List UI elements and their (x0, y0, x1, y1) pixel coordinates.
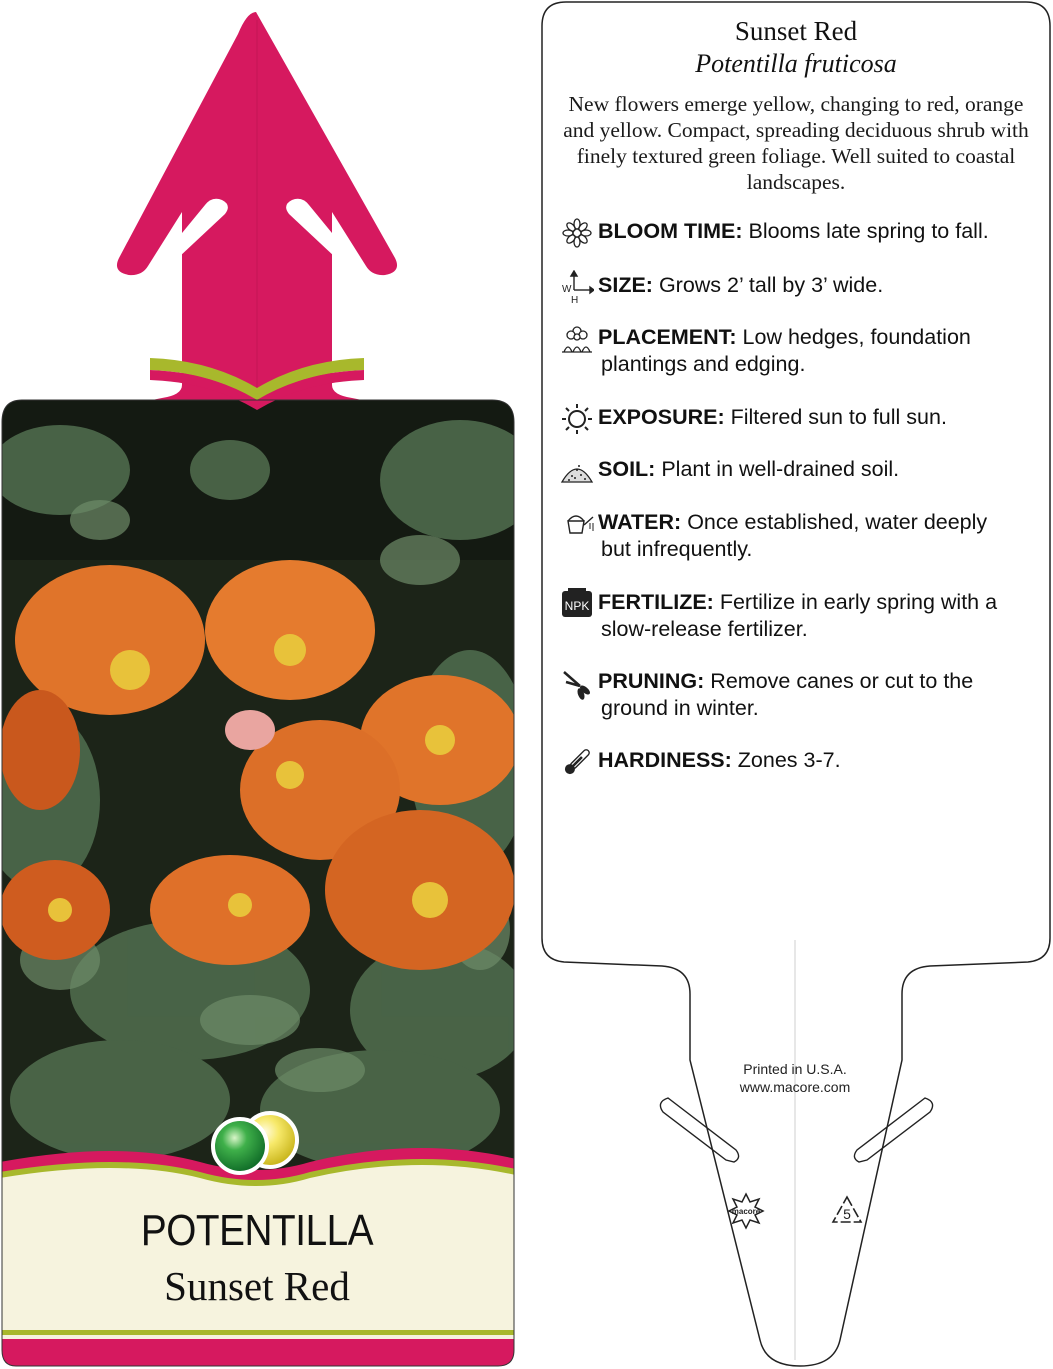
printer-info (700, 1060, 890, 1096)
attribute-text: Once established, water deeply (687, 510, 988, 534)
svg-text:W: W (562, 284, 572, 295)
placement-plants-icon (560, 322, 594, 356)
attribute-label: EXPOSURE: (598, 405, 725, 429)
attribute-text: Fertilize in early spring with a (719, 590, 998, 614)
attribute-row (598, 456, 1038, 483)
pruning-shears-icon (560, 666, 594, 700)
attribute-text: Remove canes or cut to the (710, 669, 974, 693)
attribute-text-continued: slow-release fertilizer. (601, 617, 808, 641)
attribute-label: PRUNING: (598, 669, 705, 693)
svg-text:5: 5 (843, 1206, 851, 1222)
attribute-label: HARDINESS: (598, 748, 732, 772)
description: New flowers emerge yellow, changing to red, orange and yellow. Compact, spreading deciduous shrub with finely textured green foliage. Well suited to coastal landscapes. (563, 92, 1029, 194)
attribute-text: Grows 2’ tall by 3’ wide. (658, 273, 884, 297)
recycle-symbol-icon (830, 1194, 864, 1226)
attribute-row (598, 747, 1038, 774)
attribute-label: SOIL: (598, 457, 656, 481)
attribute-label: PLACEMENT: (598, 325, 737, 349)
attribute-row (598, 589, 1038, 643)
svg-text:macore: macore (731, 1207, 761, 1216)
cultivar-name: Sunset Red (164, 1263, 350, 1309)
attribute-row (598, 218, 1038, 245)
svg-text:H: H (571, 295, 579, 304)
watering-can-icon (560, 507, 594, 541)
attribute-text: Zones 3-7. (737, 748, 841, 772)
attribute-row (598, 509, 1038, 563)
printer-url: www.macore.com (739, 1079, 851, 1095)
size-arrows-icon (560, 270, 594, 304)
attribute-text-continued: but infrequently. (601, 537, 753, 561)
attribute-text-continued: ground in winter. (601, 696, 759, 720)
printed-in: Printed in U.S.A. (743, 1061, 847, 1077)
attribute-label: FERTILIZE: (598, 590, 714, 614)
soil-mound-icon (560, 454, 594, 488)
attribute-row (598, 404, 1038, 431)
svg-text:NPK: NPK (564, 599, 590, 613)
common-name: POTENTILLA (140, 1206, 374, 1255)
flower-icon (560, 216, 594, 250)
attribute-text: Filtered sun to full sun. (730, 405, 947, 429)
fertilizer-npk-icon (560, 587, 594, 621)
attribute-text: Plant in well-drained soil. (661, 457, 900, 481)
attribute-row (598, 668, 1038, 722)
attribute-row (598, 324, 1038, 378)
attribute-text-continued: plantings and edging. (601, 352, 806, 376)
attribute-label: BLOOM TIME: (598, 219, 743, 243)
attribute-row (598, 272, 1038, 299)
thermometer-icon (560, 745, 594, 779)
back-title: Sunset Red (734, 16, 858, 46)
botanical-name: Potentilla fruticosa (695, 49, 897, 78)
attribute-text: Blooms late spring to fall. (748, 219, 989, 243)
sun-icon (560, 402, 594, 436)
attribute-label: WATER: (598, 510, 682, 534)
attribute-text: Low hedges, foundation (742, 325, 971, 349)
attribute-label: SIZE: (598, 273, 653, 297)
macore-logo-icon (727, 1192, 765, 1230)
